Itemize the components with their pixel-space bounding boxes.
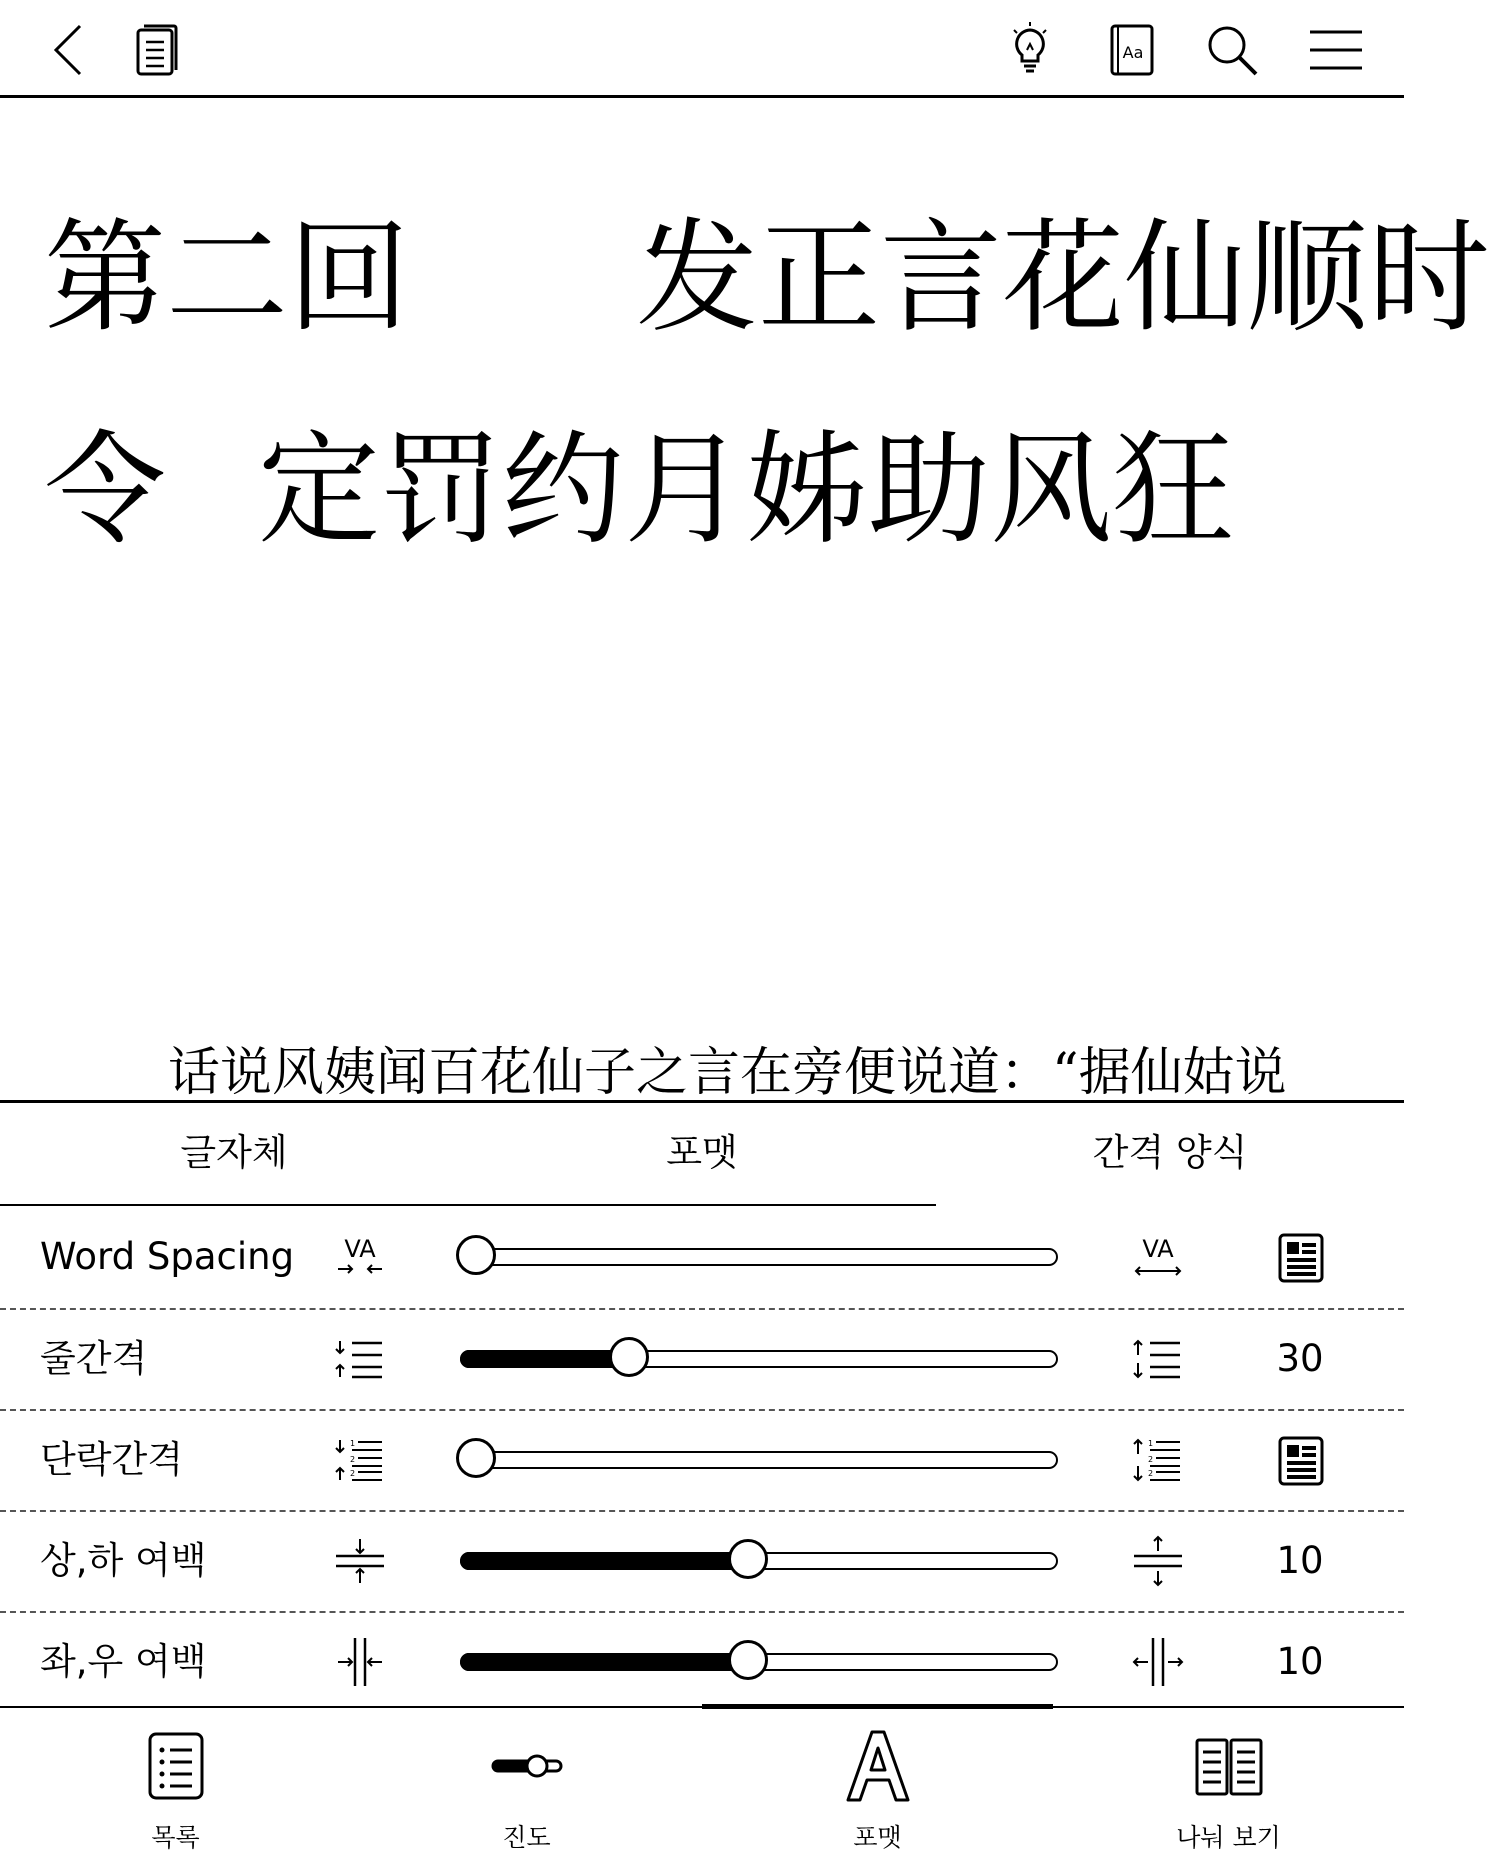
line-spacing-slider[interactable] <box>460 1344 1060 1374</box>
tab-format[interactable]: 포맷 <box>666 1131 738 1174</box>
chapter-title-part: 令 <box>44 419 166 561</box>
progress-slider-icon <box>491 1730 563 1802</box>
svg-text:2: 2 <box>1148 1469 1154 1478</box>
horizontal-margin-label: 좌,우 여백 <box>40 1640 207 1683</box>
panel-tabs <box>0 1103 1404 1206</box>
document-format-icon[interactable] <box>1278 1233 1324 1283</box>
chapter-title-part: 发正言花仙顺时 <box>636 207 1490 349</box>
slider-fill <box>460 1653 748 1671</box>
bottom-navigation <box>0 1706 1404 1872</box>
vertical-margin-label: 상,하 여백 <box>40 1539 207 1582</box>
vertical-margin-value: 10 <box>1276 1539 1324 1582</box>
paragraph-spacing-slider[interactable] <box>460 1445 1060 1475</box>
slider-knob[interactable] <box>728 1539 768 1579</box>
back-chevron-icon[interactable] <box>40 20 100 80</box>
chapter-title-line-2 <box>44 420 1234 560</box>
slider-knob[interactable] <box>728 1640 768 1680</box>
paragraph-spacing-increase-icon[interactable] <box>1130 1432 1186 1488</box>
svg-text:1: 1 <box>1148 1439 1154 1448</box>
paragraph-spacing-row <box>0 1410 1404 1511</box>
lightbulb-icon[interactable] <box>1000 20 1060 80</box>
word-spacing-increase-icon[interactable] <box>1130 1229 1186 1285</box>
nav-label: 진도 <box>502 1823 551 1852</box>
vertical-margin-slider[interactable] <box>460 1546 1060 1576</box>
dictionary-icon[interactable] <box>1102 20 1162 80</box>
list-icon <box>140 1730 212 1802</box>
slider-knob[interactable] <box>456 1235 496 1275</box>
svg-text:2: 2 <box>350 1455 356 1464</box>
document-format-icon[interactable] <box>1278 1436 1324 1486</box>
slider-track <box>460 1451 1058 1469</box>
slider-fill <box>460 1350 629 1368</box>
nav-label: 포맷 <box>853 1823 902 1852</box>
word-spacing-label: Word Spacing <box>40 1235 295 1278</box>
chapter-number: 第二回 <box>44 207 410 349</box>
tab-spacing-style[interactable]: 간격 양식 <box>936 1103 1404 1208</box>
top-toolbar <box>0 0 1404 98</box>
body-text-line: 话说风姨闻百花仙子之言在旁便说道：“据仙姑说 <box>168 1043 1287 1103</box>
vertical-margin-decrease-icon[interactable] <box>332 1533 388 1589</box>
nav-item-contents[interactable] <box>0 1708 351 1872</box>
slider-knob[interactable] <box>609 1337 649 1377</box>
line-spacing-label: 줄간격 <box>40 1337 148 1380</box>
reading-area[interactable] <box>0 98 1490 1103</box>
horizontal-margin-row <box>0 1612 1404 1713</box>
word-spacing-slider[interactable] <box>460 1242 1060 1272</box>
split-view-icon <box>1193 1730 1265 1802</box>
line-spacing-value: 30 <box>1276 1337 1324 1380</box>
horizontal-margin-slider[interactable] <box>460 1647 1060 1677</box>
line-spacing-increase-icon[interactable] <box>1130 1331 1186 1387</box>
nav-label: 나눠 보기 <box>1176 1823 1281 1852</box>
table-of-contents-icon[interactable] <box>124 20 184 80</box>
svg-text:Aa: Aa <box>1122 43 1144 62</box>
vertical-margin-increase-icon[interactable] <box>1130 1533 1186 1589</box>
search-icon[interactable] <box>1202 20 1262 80</box>
svg-text:1: 1 <box>350 1439 356 1448</box>
word-spacing-decrease-icon[interactable] <box>332 1229 388 1285</box>
svg-text:VA: VA <box>1142 1235 1174 1263</box>
horizontal-margin-increase-icon[interactable] <box>1130 1634 1186 1690</box>
horizontal-margin-decrease-icon[interactable] <box>332 1634 388 1690</box>
paragraph-spacing-decrease-icon[interactable] <box>332 1432 388 1488</box>
tab-font[interactable]: 글자체 <box>180 1131 288 1174</box>
slider-knob[interactable] <box>456 1438 496 1478</box>
svg-text:2: 2 <box>350 1469 356 1478</box>
nav-item-format[interactable] <box>702 1708 1053 1872</box>
nav-item-split-view[interactable] <box>1053 1708 1404 1872</box>
nav-item-progress[interactable] <box>351 1708 702 1872</box>
line-spacing-decrease-icon[interactable] <box>332 1331 388 1387</box>
svg-text:VA: VA <box>344 1235 376 1263</box>
chapter-title-line-1 <box>44 208 1490 348</box>
line-spacing-row <box>0 1309 1404 1410</box>
word-spacing-row <box>0 1207 1404 1308</box>
vertical-margin-row <box>0 1511 1404 1612</box>
slider-track <box>460 1248 1058 1266</box>
format-a-icon <box>842 1730 914 1802</box>
menu-icon[interactable] <box>1306 20 1366 80</box>
nav-label: 목록 <box>151 1823 200 1852</box>
horizontal-margin-value: 10 <box>1276 1640 1324 1683</box>
paragraph-spacing-label: 단락간격 <box>40 1438 183 1481</box>
format-settings-panel <box>0 1100 1404 1708</box>
chapter-title-part: 定罚约月姊助风狂 <box>258 419 1234 561</box>
svg-text:2: 2 <box>1148 1455 1154 1464</box>
slider-fill <box>460 1552 748 1570</box>
